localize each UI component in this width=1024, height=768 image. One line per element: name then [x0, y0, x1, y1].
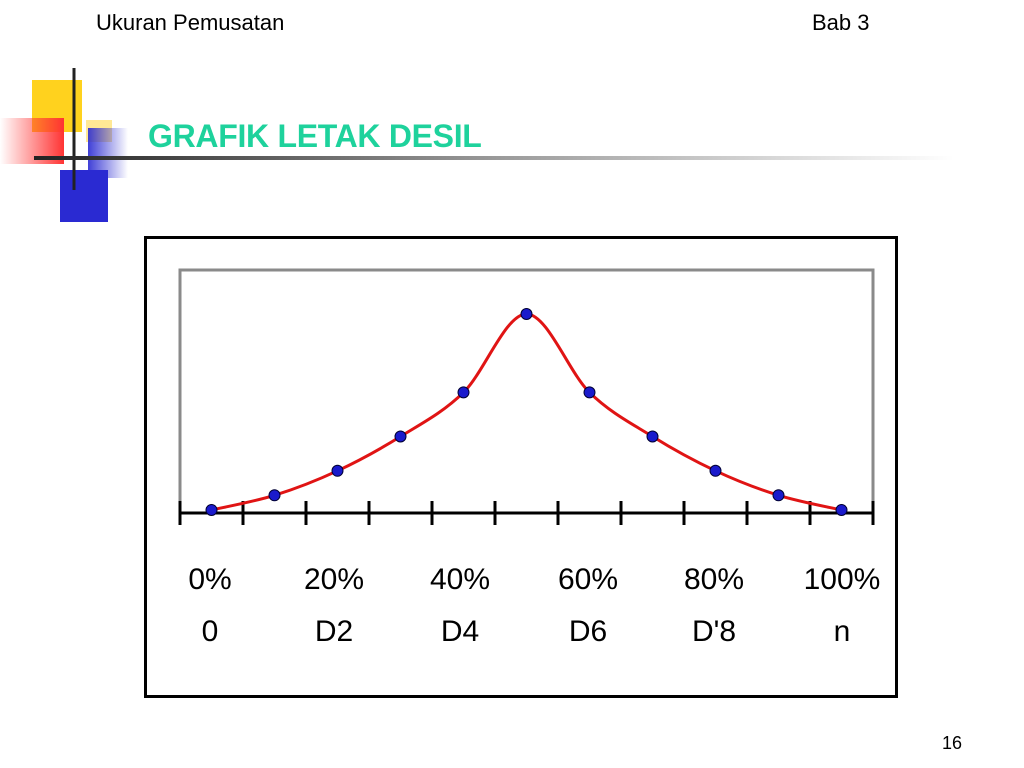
percent-label: 20% — [303, 563, 365, 596]
data-point — [521, 309, 532, 320]
slide-header-chapter: Bab 3 — [812, 10, 870, 35]
decile-label: n — [833, 615, 851, 648]
data-point — [332, 465, 343, 476]
plot-area-border — [180, 270, 873, 513]
decile-label: D2 — [314, 615, 354, 648]
decile-label: D6 — [568, 615, 608, 648]
data-point — [647, 431, 658, 442]
data-point — [584, 387, 595, 398]
percent-label: 0% — [188, 563, 232, 596]
data-point — [269, 490, 280, 501]
percent-label: 100% — [803, 563, 881, 596]
data-point — [458, 387, 469, 398]
data-point — [773, 490, 784, 501]
data-point — [836, 505, 847, 516]
decile-label: D4 — [440, 615, 480, 648]
distribution-curve — [212, 314, 842, 510]
percent-label: 80% — [683, 563, 745, 596]
decile-label: 0 — [201, 615, 219, 648]
percent-label: 40% — [429, 563, 491, 596]
percent-label: 60% — [557, 563, 619, 596]
page-number: 16 — [941, 733, 962, 753]
slide-header-topic: Ukuran Pemusatan — [96, 10, 285, 35]
slide-title: GRAFIK LETAK DESIL — [148, 118, 482, 154]
data-point — [710, 465, 721, 476]
data-point — [206, 505, 217, 516]
data-point — [395, 431, 406, 442]
decile-label: D'8 — [691, 615, 737, 648]
